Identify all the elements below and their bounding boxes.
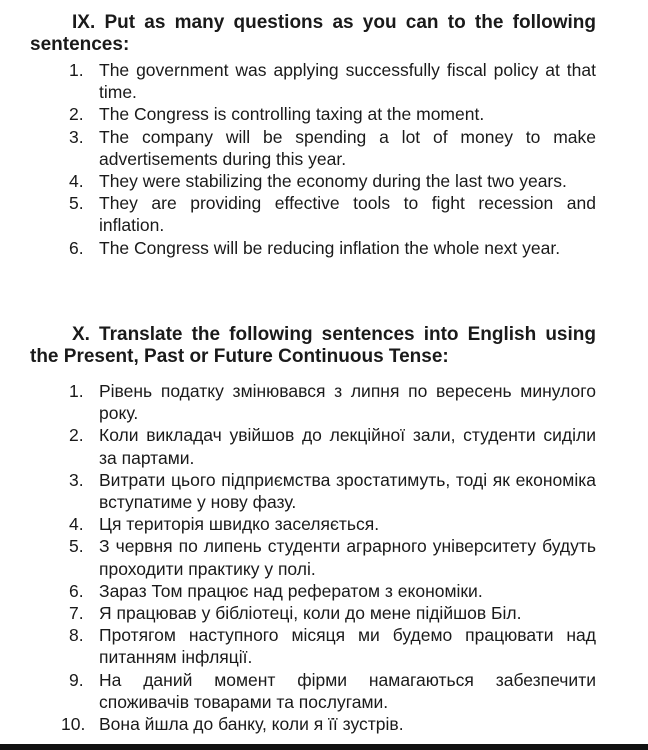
item-text: Коли викладач увійшов до лекційної зали, студенти сиділи за партами. [99, 425, 596, 468]
item-number: 4. [69, 171, 84, 192]
item-text: Ця територія швидко заселяється. [99, 514, 380, 535]
list-item [69, 59, 596, 103]
item-number: 4. [69, 514, 84, 535]
item-text: They were stabilizing the economy during the last two years. [99, 171, 567, 192]
section-x-heading: X. Translate the following sentences into English using the Present, Past or Future Continuous Tense: [30, 324, 596, 367]
list-item [69, 602, 596, 624]
item-text: Я працював у бібліотеці, коли до мене підійшов Біл. [99, 603, 522, 624]
section-x-list [61, 380, 596, 735]
item-number: 3. [69, 469, 84, 490]
item-text: Зараз Том працює над рефератом з економіки. [99, 580, 483, 601]
item-number: 2. [69, 104, 84, 125]
list-item [69, 535, 596, 579]
item-text: They are providing effective tools to fight recession and inflation. [99, 193, 596, 236]
item-text: На даний момент фірми намагаються забезпечити споживачів товарами та послугами. [99, 669, 596, 712]
list-item [69, 469, 596, 513]
item-text: The company will be spending a lot of money to make advertisements during this year. [99, 126, 596, 169]
item-text: Рівень податку змінювався з липня по вересень минулого року. [99, 381, 596, 424]
item-number: 8. [69, 625, 84, 646]
item-text: The Congress will be reducing inflation the whole next year. [99, 237, 561, 258]
list-item [69, 103, 596, 125]
item-number: 6. [69, 580, 84, 601]
item-text: Вона йшла до банку, коли я її зустрів. [99, 714, 404, 735]
item-number: 5. [69, 193, 84, 214]
item-number: 1. [69, 60, 84, 80]
item-text: The Congress is controlling taxing at the moment. [99, 104, 485, 125]
list-item [61, 713, 596, 735]
item-number: 9. [69, 669, 84, 690]
list-item [69, 237, 596, 259]
item-text: The government was applying successfully fiscal policy at that time. [99, 60, 596, 103]
list-item [69, 192, 596, 236]
item-number: 3. [69, 126, 84, 147]
item-number: 2. [69, 425, 84, 446]
list-item [69, 126, 596, 170]
item-text: З червня по липень студенти аграрного університету будуть проходити практику у полі. [99, 536, 596, 579]
list-item [69, 624, 596, 668]
item-text: Витрати цього підприємства зростатимуть, тоді як економіка вступатиме у нову фазу. [99, 469, 596, 513]
section-ix-list [69, 59, 596, 259]
list-item [69, 380, 596, 424]
list-item [69, 513, 596, 535]
list-item [69, 580, 596, 602]
item-number: 10. [61, 714, 86, 735]
item-number: 1. [69, 381, 84, 401]
item-number: 5. [69, 536, 84, 557]
section-ix-heading: IX. Put as many questions as you can to the following sentences: [30, 12, 596, 55]
list-item [69, 170, 596, 192]
item-text: Протягом наступного місяця ми будемо працювати над питанням інфляції. [99, 625, 596, 668]
bottom-edge-bar [0, 744, 648, 750]
item-number: 7. [69, 603, 84, 624]
list-item [69, 424, 596, 468]
list-item [69, 669, 596, 713]
item-number: 6. [69, 237, 84, 258]
